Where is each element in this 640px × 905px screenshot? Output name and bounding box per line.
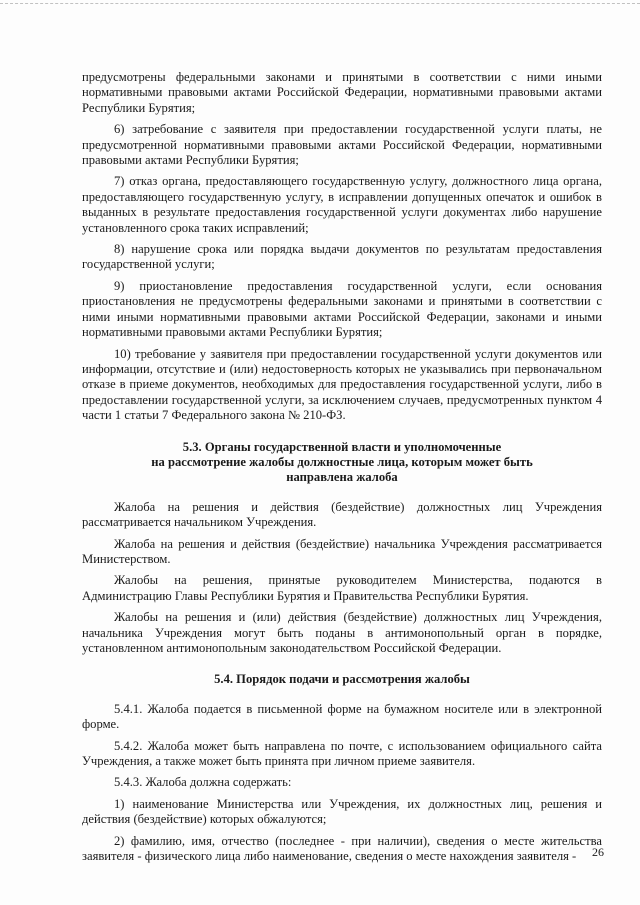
paragraph: 5.4.1. Жалоба подается в письменной форме на бумажном носителе или в электронной форме. [82,701,602,732]
paragraph: 5.4.2. Жалоба может быть направлена по почте, с использованием официального сайта Учреждения, а также может быть принята при личном приеме заявителя. [82,738,602,769]
heading-line: на рассмотрение жалобы должностные лица, которым может быть [151,454,533,469]
paragraph: 2) фамилию, имя, отчество (последнее - при наличии), сведения о месте жительства заявителя - физического лица либо наименование, сведения о месте нахождения заявителя - [82,833,602,864]
paragraph: 1) наименование Министерства или Учреждения, их должностных лиц, решения и действия (бездействие) которых обжалуются; [82,796,602,827]
paragraph: Жалобы на решения, принятые руководителем Министерства, подаются в Администрацию Главы Республики Бурятия и Правительства Республики Бурятия. [82,573,602,603]
document-body [82,70,602,870]
paragraph: Жалоба на решения и действия (бездействие) должностных лиц Учреждения рассматривается начальником Учреждения. [82,499,602,530]
paragraph: предусмотрены федеральными законами и принятыми в соответствии с ними иными нормативными правовыми актами Российской Федерации, нормативными правовыми актами Республики Бурятия; [82,70,602,115]
section-heading-5-3 [82,440,602,486]
page-number: 26 [592,845,604,859]
heading-line: направлена жалоба [286,470,398,485]
scan-edge-line [0,3,640,5]
paragraph: Жалоба на решения и действия (бездействие) начальника Учреждения рассматривается Министерством. [82,536,602,566]
paragraph: 9) приостановление предоставления государственной услуги, если основания приостановления не предусмотрены федеральными законами и принятыми в соответствии с ними иными нормативными правовыми актами Российской Федерации, законами и иными нормативными правовыми актами Республики Бурятия; [82,278,602,340]
heading-line: 5.3. Органы государственной власти и уполномоченные [182,439,502,454]
paragraph: 7) отказ органа, предоставляющего государственную услугу, должностного лица органа, предоставляющего государственную услугу, в исправлении допущенных опечаток и ошибок в выданных в результате предоставления государственной услуги документах либо нарушение установленного срока таких исправлений; [82,174,602,235]
paragraph: Жалобы на решения и (или) действия (бездействие) должностных лиц Учреждения, начальника Учреждения могут быть поданы в антимонопольный орган в порядке, установленном антимонопольным законодательством Российской Федерации. [82,610,602,655]
paragraph: 6) затребование с заявителя при предоставлении государственной услуги платы, не предусмотренной нормативными правовыми актами Российской Федерации, нормативными правовыми актами Республики Бурятия; [82,122,602,168]
paragraph: 5.4.3. Жалоба должна содержать: [114,775,292,790]
paragraph: 10) требование у заявителя при предоставлении государственной услуги документов или информации, отсутствие и (или) недостоверность которых не указывались при первоначальном отказе в приеме документов, необходимых для предоставления государственной услуги, либо в предоставлении государственной услуги, за исключением случаев, предусмотренных пунктом 4 части 1 статьи 7 Федерального закона № 210-ФЗ. [82,346,602,423]
section-heading-5-4: 5.4. Порядок подачи и рассмотрения жалобы [214,672,470,687]
paragraph: 8) нарушение срока или порядка выдачи документов по результатам предоставления государственной услуги; [82,242,602,272]
